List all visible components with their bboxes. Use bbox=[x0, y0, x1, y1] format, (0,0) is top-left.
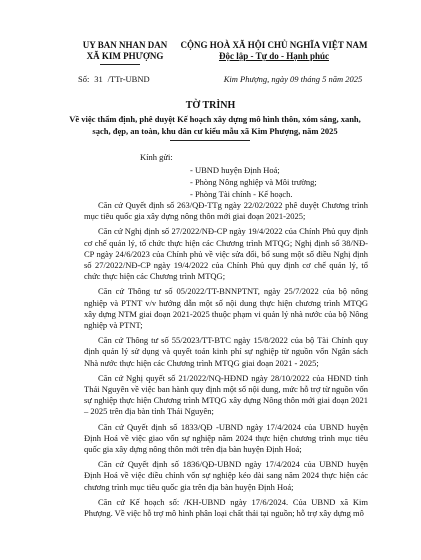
document-reference bbox=[78, 74, 150, 84]
body-paragraph: Căn cứ Thông tư số 05/2022/TT-BNNPTNT, ngày 25/7/2022 của bộ nông nghiệp và PTNT v/v hướng dẫn một số nội dung thực hiện chương trình MTQG xây dựng NTM giai đoạn 2021-2025 thuộc phạm vi quản lý nhà nước của bộ Nông nghiệp và PTNT; bbox=[84, 286, 368, 331]
body-paragraph: Căn cứ Quyết định số 1833/QĐ -UBND ngày 17/4/2024 của UBND huyện Định Hoá về việc giao vốn sự nghiệp năm 2024 thực hiện chương trình mục tiêu quốc gia xây dựng nông thôn mới trên địa bàn huyện Định Hoá; bbox=[84, 421, 368, 455]
recipient-item: - Phòng Tài chính - Kế hoạch. bbox=[190, 189, 293, 199]
national-title: CỘNG HOÀ XÃ HỘI CHỦ NGHĨA VIỆT NAM bbox=[180, 40, 368, 50]
body-paragraph: Căn cứ Quyết định số 1836/QĐ-UBND ngày 17/4/2024 của UBND huyện Định Hoá về việc điều chỉnh vốn sự nghiệp kéo dài sang năm 2024 thực hiện các chương trình mục tiêu quốc gia trên địa bàn huyện Định Hoá; bbox=[84, 459, 368, 492]
document-body bbox=[84, 200, 368, 523]
greeting: Kính gửi: bbox=[140, 152, 173, 162]
recipient-item: - UBND huyện Định Hoá; bbox=[190, 165, 280, 175]
subtitle-underline bbox=[170, 140, 250, 141]
reference-suffix: /TTr-UBND bbox=[107, 74, 150, 84]
recipient-list bbox=[190, 164, 317, 200]
body-paragraph: Căn cứ Quyết định số 263/QĐ-TTg ngày 22/02/2022 phê duyệt Chương trình mục tiêu quốc gia xây dựng nông thôn mới giai đoạn 2021-2025; bbox=[84, 200, 368, 222]
body-paragraph: Căn cứ Kế hoạch số: /KH-UBND ngày 17/6/2024. Của UBND xã Kim Phượng. Về việc hỗ trợ mô hình phân loại chất thải tại nguồn; hỗ trợ xây dựng mô bbox=[84, 496, 368, 519]
authority-line-1: UY BAN NHAN DAN bbox=[82, 40, 168, 50]
recipient-item: - Phòng Nông nghiệp và Môi trường; bbox=[190, 177, 317, 187]
reference-label: Số: bbox=[78, 74, 90, 84]
national-header bbox=[176, 40, 372, 62]
body-paragraph: Căn cứ Nghị định số 27/2022/NĐ-CP ngày 19/4/2022 của Chính Phủ quy định cơ chế quản lý, tổ chức thực hiện các Chương trình MTQG; Nghị định số 38/NĐ-CP ngày 24/6/2023 của Chính phủ về việc sửa đổi, bổ sung một số điều Nghị định số 27/2022/NĐ-CP ngày 19/4/2022 của Chính Phủ quy định cơ chế quản lý, tổ chức thực hiện các Chương trình MTQG; bbox=[84, 226, 368, 282]
document-title: TỜ TRÌNH bbox=[185, 100, 236, 111]
body-paragraph: Căn cứ Nghị quyết số 21/2022/NQ-HĐND ngày 28/10/2022 của HĐND tỉnh Thái Nguyên về việc ban hành quy định một số nội dung, mức hỗ trợ từ nguồn vốn sự nghiệp thực hiện Chương trình MTQG xây dựng Nông thôn mới giai đoạn 2021 – 2025 trên địa bàn tỉnh Thái Nguyên; bbox=[84, 372, 368, 417]
body-paragraph: Căn cứ Thông tư số 55/2023/TT-BTC ngày 15/8/2022 của bộ Tài Chính quy định quản lý sử dụng và quyết toán kinh phí sự nghiệp từ nguồn vốn Ngân sách Nhà nước thực hiện các Chương trình MTQG giai đoạn 2021 - 2025; bbox=[84, 335, 368, 368]
issuing-authority bbox=[70, 40, 180, 62]
place-date: Kim Phượng, ngày 09 tháng 5 năm 2025 bbox=[223, 74, 363, 84]
authority-underline bbox=[100, 64, 140, 65]
national-motto: Độc lập - Tự do - Hạnh phúc bbox=[218, 51, 329, 61]
document-subtitle: Về việc thẩm định, phê duyệt Kế hoạch xây dựng mô hình thôn, xóm sáng, xanh, sạch, đẹp, an toàn, khu dân cư kiểu mẫu xã Kim Phượng, năm 2025 bbox=[69, 114, 361, 136]
authority-line-2: XÃ KIM PHƯỢNG bbox=[86, 51, 164, 61]
reference-number: 31 bbox=[94, 74, 103, 84]
